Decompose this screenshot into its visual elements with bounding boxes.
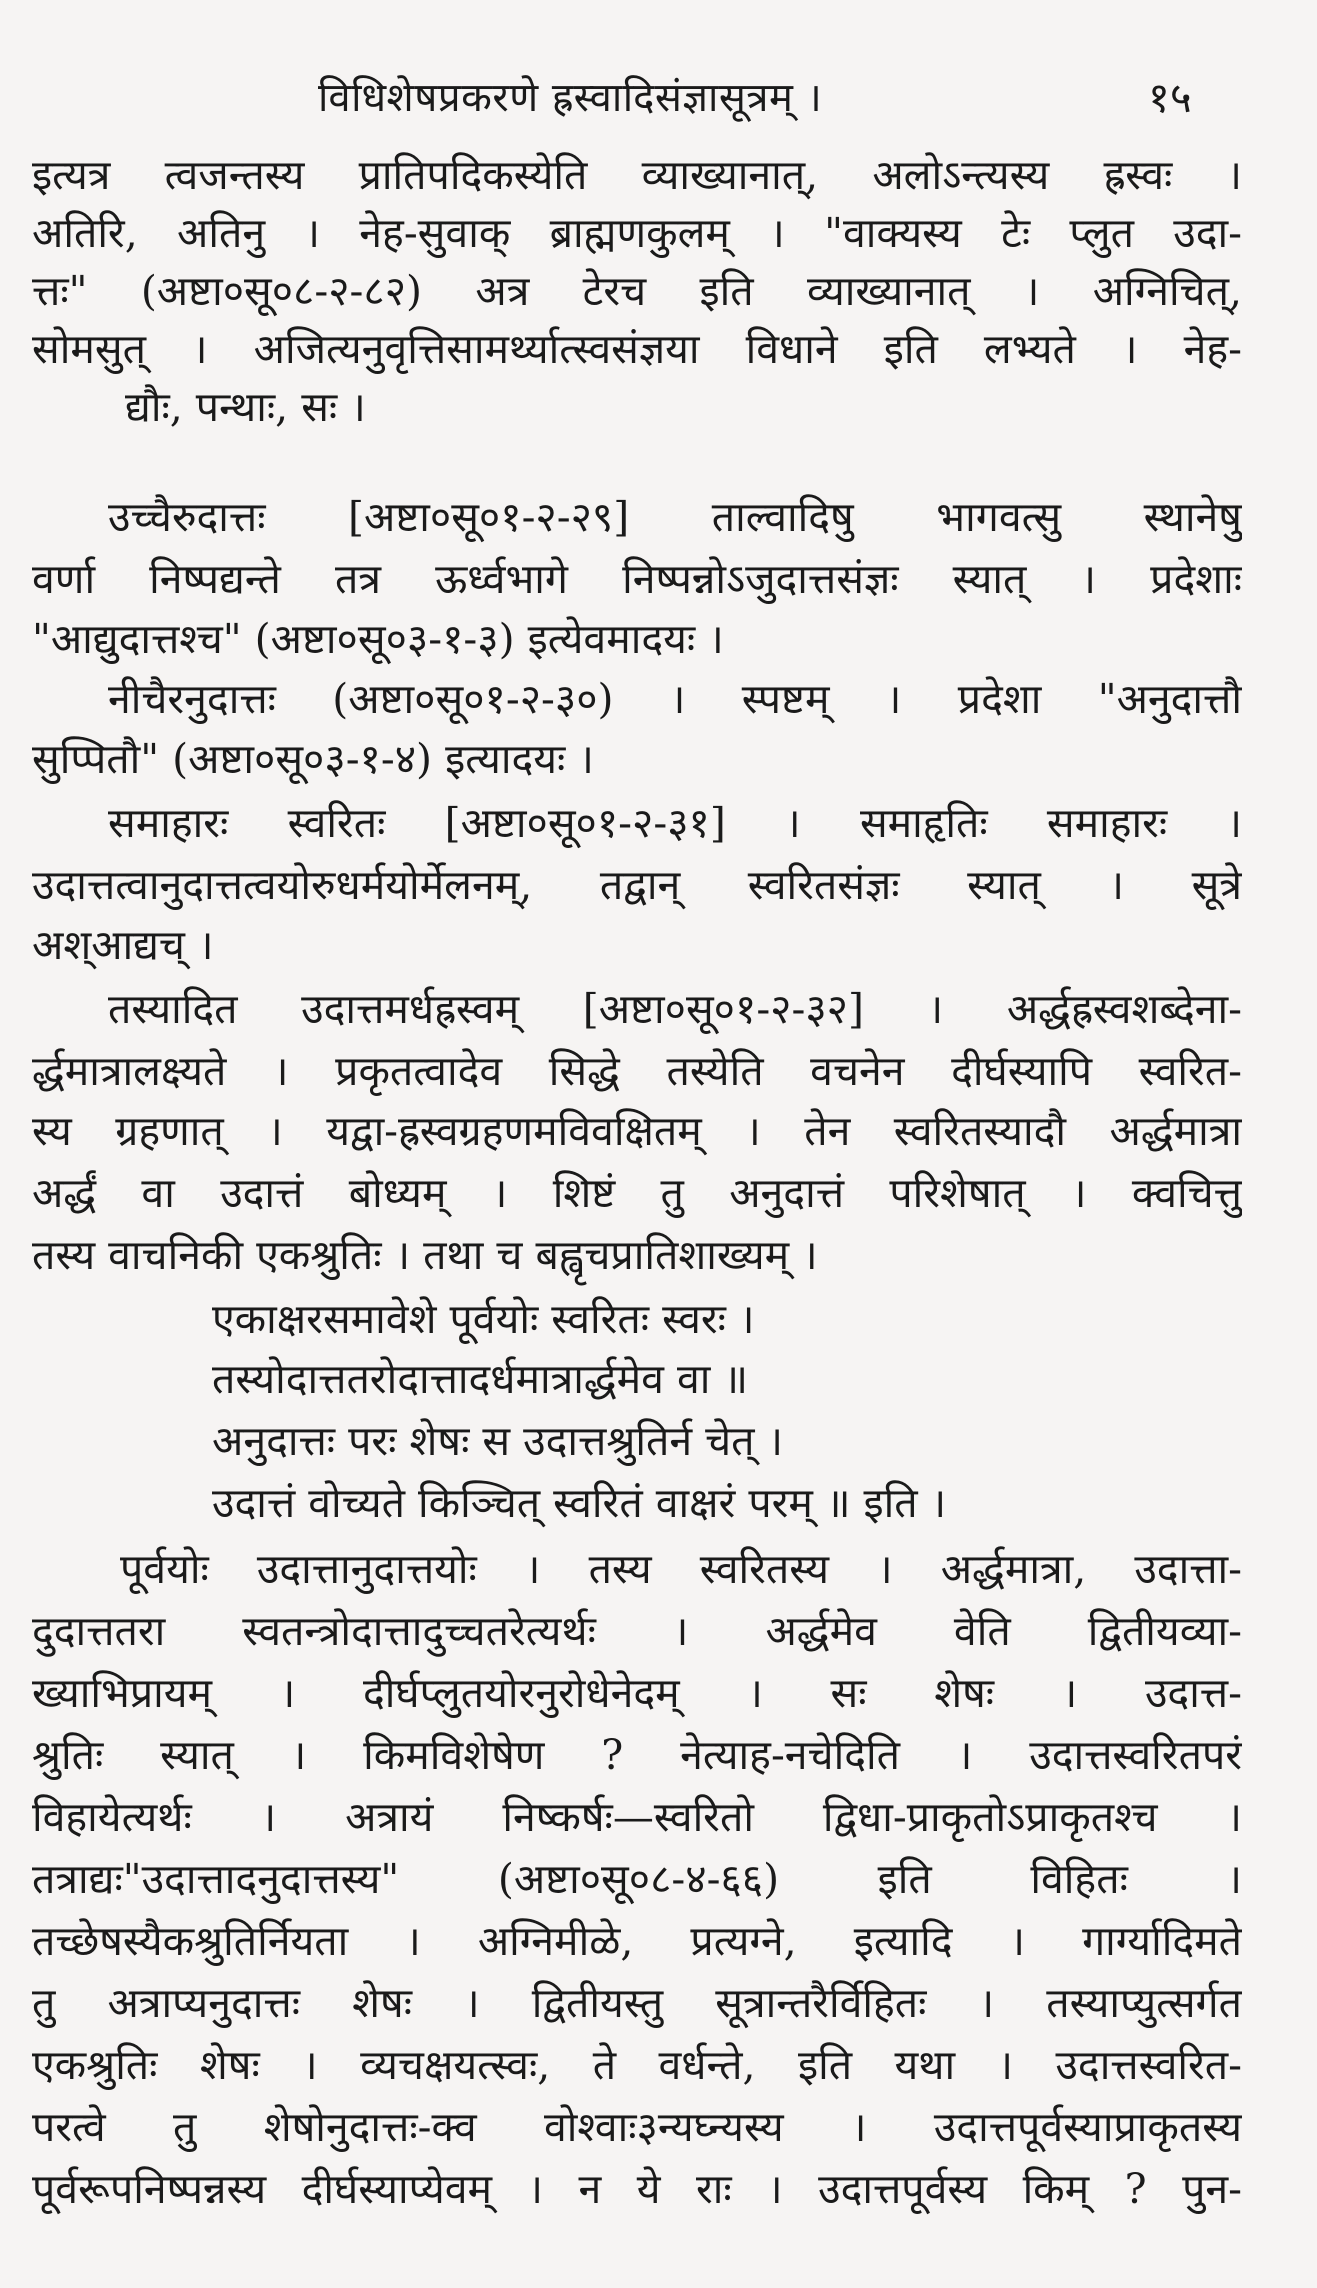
text-line: समाहारः स्वरितः [अष्टा०सू०१-२-३१] । समाहृतिः समाहारः । [108, 799, 1242, 847]
verse-line: उदात्तं वोच्यते किञ्चित् स्वरितं वाक्षरं परम् ॥ इति । [212, 1479, 947, 1527]
verse-line: तस्योदात्ततरोदात्तादर्धमात्रार्द्धमेव वा ॥ [212, 1355, 749, 1403]
text-line: द्यौः, पन्थाः, सः । [125, 383, 366, 431]
text-line: पूर्वयोः उदात्तानुदात्तयोः । तस्य स्वरितस्य । अर्द्धमात्रा, उदात्ता- [120, 1545, 1242, 1593]
text-line: तच्छेषस्यैकश्रुतिर्नियता । अग्निमीळे, प्रत्यग्ने, इत्यादि । गार्ग्यादिमते [32, 1917, 1242, 1965]
text-line: दुदात्ततरा स्वतन्त्रोदात्तादुच्चतरेत्यर्थः । अर्द्धमेव वेति द्वितीयव्या- [32, 1607, 1242, 1655]
text-line: तस्यादित उदात्तमर्धह्रस्वम् [अष्टा०सू०१-२-३२] । अर्द्धह्रस्वशब्देना- [108, 985, 1242, 1033]
verse-line: अनुदात्तः परः शेषः स उदात्तश्रुतिर्न चेत् । [212, 1417, 784, 1465]
text-line: विहायेत्यर्थः । अत्रायं निष्कर्षः—स्वरितो द्विधा-प्राकृतोऽप्राकृतश्च । [32, 1793, 1242, 1841]
text-line: वर्णा निष्पद्यन्ते तत्र ऊर्ध्वभागे निष्पन्नोऽजुदात्तसंज्ञः स्यात् । प्रदेशाः [32, 555, 1242, 603]
text-line: सोमसुत् । अजित्यनुवृत्तिसामर्थ्यात्स्वसंज्ञया विधाने इति लभ्यते । नेह- [32, 325, 1242, 373]
verse-line: एकाक्षरसमावेशे पूर्वयोः स्वरितः स्वरः । [212, 1295, 755, 1343]
text-line: उच्चैरुदात्तः [अष्टा०सू०१-२-२९] ताल्वादिषु भागवत्सु स्थानेषु [108, 493, 1242, 541]
text-line: तु अत्राप्यनुदात्तः शेषः । द्वितीयस्तु सूत्रान्तरैर्विहितः । तस्याप्युत्सर्गत [32, 1979, 1242, 2027]
text-line: स्य ग्रहणात् । यद्वा-ह्रस्वग्रहणमविवक्षितम् । तेन स्वरितस्यादौ अर्द्धमात्रा [32, 1107, 1242, 1155]
running-title: विधिशेषप्रकरणे ह्रस्वादिसंज्ञासूत्रम् । [318, 75, 823, 121]
text-line: सुप्पितौ" (अष्टा०सू०३-१-४) इत्यादयः । [32, 735, 594, 783]
page-number: १५ [1148, 73, 1192, 122]
text-line: श्रुतिः स्यात् । किमविशेषेण ? नेत्याह-नचेदिति । उदात्तस्वरितपरं [32, 1731, 1242, 1779]
text-line: तत्राद्यः"उदात्तादनुदात्तस्य" (अष्टा०सू०८-४-६६) इति विहितः । [32, 1855, 1242, 1903]
text-line: अर्द्धं वा उदात्तं बोध्यम् । शिष्टं तु अनुदात्तं परिशेषात् । क्वचित्तु [32, 1169, 1242, 1217]
text-line: एकश्रुतिः शेषः । व्यचक्षयत्स्वः, ते वर्धन्ते, इति यथा । उदात्तस्वरित- [32, 2041, 1242, 2089]
text-line: "आद्युदात्तश्च" (अष्टा०सू०३-१-३) इत्येवमादयः । [32, 615, 724, 663]
text-line: ख्याभिप्रायम् । दीर्घप्लुतयोरनुरोधेनेदम् । सः शेषः । उदात्त- [32, 1669, 1242, 1717]
text-line: र्द्धमात्रालक्ष्यते । प्रकृतत्वादेव सिद्धे तस्येति वचनेन दीर्घस्यापि स्वरित- [32, 1047, 1242, 1095]
text-line: त्तः" (अष्टा०सू०८-२-८२) अत्र टेरच इति व्याख्यानात् । अग्निचित्, [32, 267, 1242, 315]
text-line: इत्यत्र त्वजन्तस्य प्रातिपदिकस्येति व्याख्यानात्, अलोऽन्त्यस्य ह्रस्वः । [32, 151, 1242, 199]
text-line: अश्आद्यच् । [32, 921, 214, 969]
text-line: तस्य वाचनिकी एकश्रुतिः । तथा च बह्वृचप्रातिशाख्यम् । [32, 1231, 818, 1279]
text-line: नीचैरनुदात्तः (अष्टा०सू०१-२-३०) । स्पष्टम् । प्रदेशा "अनुदात्तौ [108, 675, 1242, 723]
text-line: उदात्तत्वानुदात्तत्वयोरुधर्मयोर्मेलनम्, तद्वान् स्वरितसंज्ञः स्यात् । सूत्रे [32, 861, 1242, 909]
text-line: परत्वे तु शेषोनुदात्तः-क्व वोश्वाः३न्यघ्न्यस्य । उदात्तपूर्वस्याप्राकृतस्य [32, 2103, 1242, 2151]
text-line: अतिरि, अतिनु । नेह-सुवाक् ब्राह्मणकुलम् । "वाक्यस्य टेः प्लुत उदा- [32, 209, 1242, 257]
text-line: पूर्वरूपनिष्पन्नस्य दीर्घस्याप्येवम् । न ये राः । उदात्तपूर्वस्य किम् ? पुन- [32, 2165, 1242, 2213]
